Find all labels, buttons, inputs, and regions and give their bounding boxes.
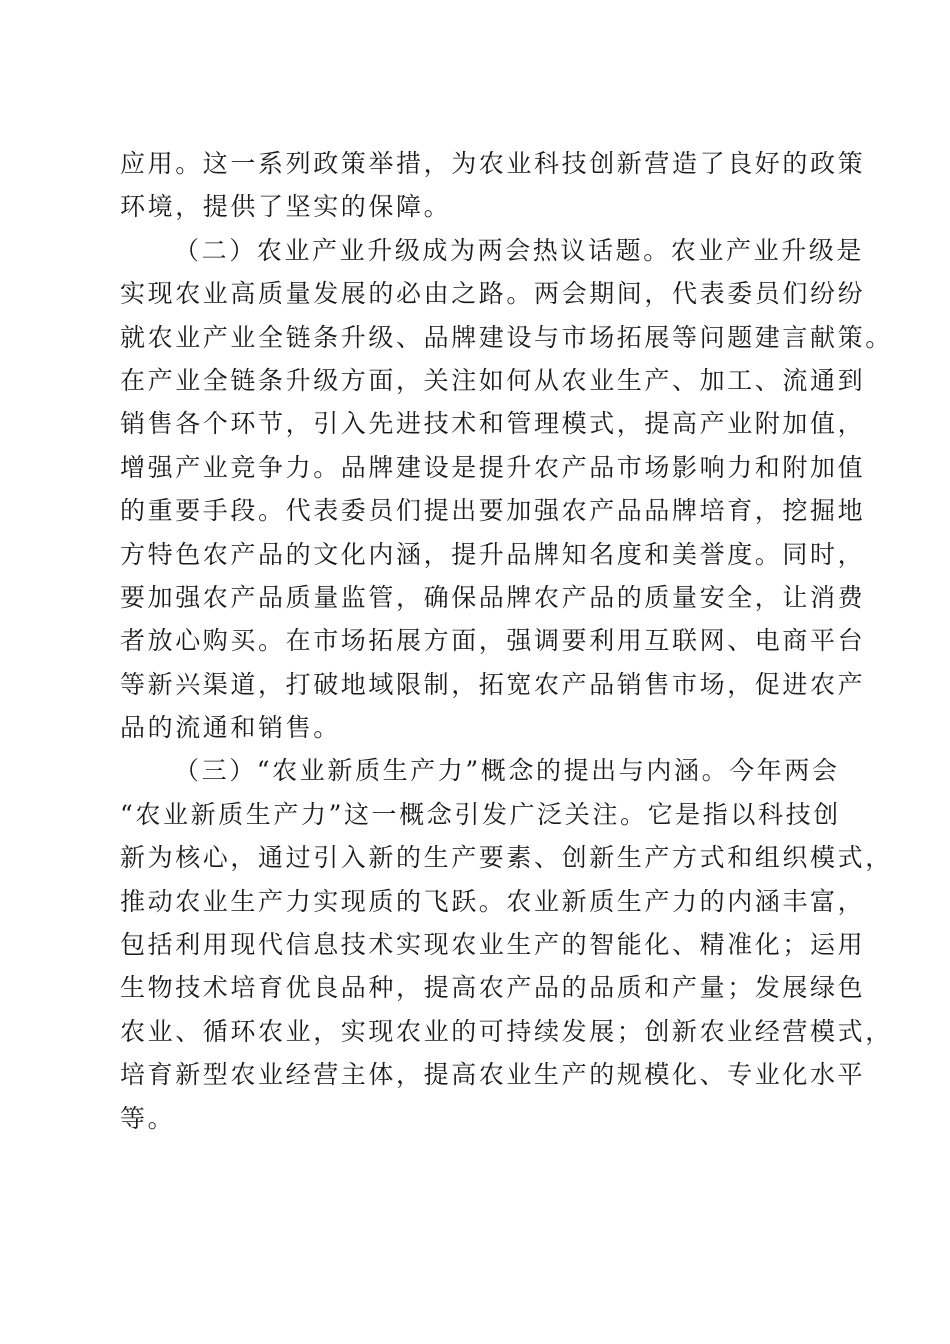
text-line-19: 包括利用现代信息技术实现农业生产的智能化、精准化；运用 bbox=[120, 930, 866, 960]
text-line-11: 要加强农产品质量监管，确保品牌农产品的质量安全，让消费 bbox=[120, 582, 866, 612]
text-line-20: 生物技术培育优良品种，提高农产品的品质和产量；发展绿色 bbox=[120, 973, 866, 1003]
section-3-heading-line: （三）“农业新质生产力”概念的提出与内涵。今年两会 bbox=[174, 756, 840, 786]
text-line-4: 实现农业高质量发展的必由之路。两会期间，代表委员们纷纷 bbox=[120, 279, 866, 309]
text-line-1: 应用。这一系列政策举措，为农业科技创新营造了良好的政策 bbox=[120, 149, 866, 178]
text-line-6: 在产业全链条升级方面，关注如何从农业生产、加工、流通到 bbox=[120, 365, 866, 395]
text-line-9: 的重要手段。代表委员们提出要加强农产品品牌培育，挖掘地 bbox=[120, 496, 866, 526]
text-line-8: 增强产业竞争力。品牌建设是提升农产品市场影响力和附加值 bbox=[120, 452, 866, 482]
text-line-14: 品的流通和销售。 bbox=[120, 713, 341, 743]
body-text bbox=[120, 142, 893, 1140]
text-line-22: 培育新型农业经营主体，提高农业生产的规模化、专业化水平 bbox=[120, 1060, 866, 1090]
text-line-18: 推动农业生产力实现质的飞跃。农业新质生产力的内涵丰富， bbox=[120, 886, 866, 916]
text-line-23: 等。 bbox=[120, 1103, 176, 1133]
text-line-5: 就农业产业全链条升级、品牌建设与市场拓展等问题建言献策。 bbox=[120, 322, 893, 352]
section-2-heading-line: （二）农业产业升级成为两会热议话题。农业产业升级是 bbox=[174, 235, 865, 265]
text-line-7: 销售各个环节，引入先进技术和管理模式，提高产业附加值， bbox=[120, 409, 866, 439]
text-line-13: 等新兴渠道，打破地域限制，拓宽农产品销售市场，促进农产 bbox=[120, 669, 866, 699]
text-line-21: 农业、循环农业，实现农业的可持续发展；创新农业经营模式， bbox=[120, 1016, 893, 1046]
text-line-12: 者放心购买。在市场拓展方面，强调要利用互联网、电商平台 bbox=[120, 626, 866, 656]
text-line-16: “农业新质生产力”这一概念引发广泛关注。它是指以科技创 bbox=[120, 799, 841, 829]
text-line-10: 方特色农产品的文化内涵，提升品牌知名度和美誉度。同时， bbox=[120, 539, 866, 569]
text-line-17: 新为核心，通过引入新的生产要素、创新生产方式和组织模式， bbox=[120, 843, 893, 873]
text-line-2: 环境，提供了坚实的保障。 bbox=[120, 192, 452, 222]
